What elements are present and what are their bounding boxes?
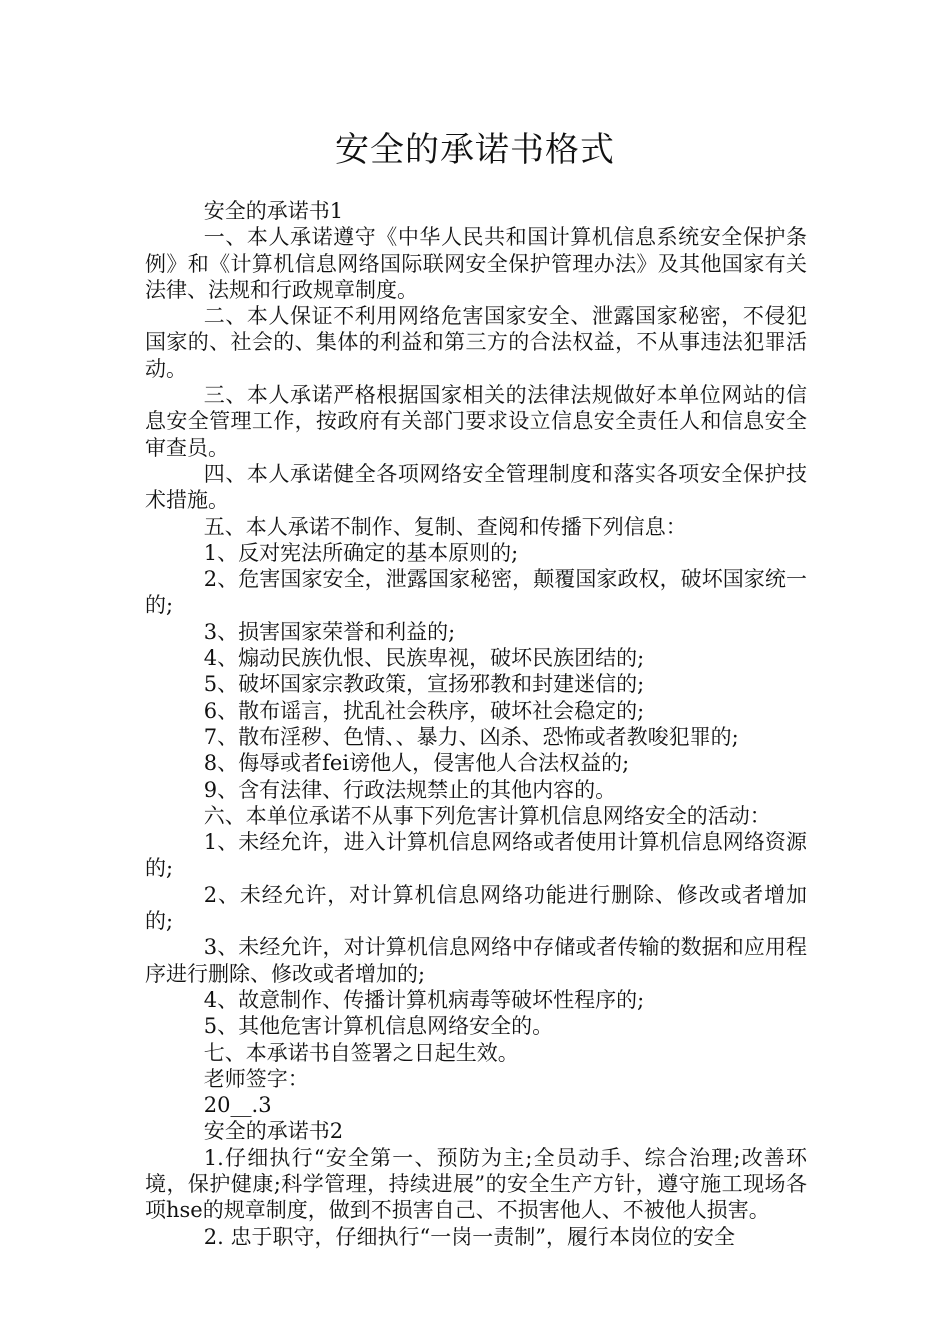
paragraph: 5、其他危害计算机信息网络安全的。 — [203, 1014, 554, 1039]
document-body — [145, 198, 807, 1250]
paragraph: 5、破坏国家宗教政策，宣扬邪教和封建迷信的; — [203, 672, 645, 697]
paragraph: 4、煽动民族仇恨、民族卑视，破坏民族团结的; — [203, 646, 645, 671]
paragraph: 7、散布淫秽、色情、、暴力、凶杀、恐怖或者教唆犯罪的; — [203, 724, 739, 749]
paragraph: 1、未经允许，进入计算机信息网络或者使用计算机信息网络资源的; — [145, 830, 807, 881]
paragraph: 1.仔细执行“安全第一、预防为主;全员动手、综合治理;改善环境，保护健康;科学管理，持续进展”的安全生产方针，遵守施工现场各项hse的规章制度，做到不损害自己、不损害他人、不被他人损害。 — [145, 1145, 807, 1223]
paragraph: 四、本人承诺健全各项网络安全管理制度和落实各项安全保护技术措施。 — [145, 461, 807, 513]
document-title: 安全的承诺书格式 — [335, 130, 615, 170]
paragraph: 安全的承诺书2 — [203, 1119, 344, 1144]
paragraph: 一、本人承诺遵守《中华人民共和国计算机信息系统安全保护条例》和《计算机信息网络国际联网安全保护管理办法》及其他国家有关法律、法规和行政规章制度。 — [145, 225, 807, 302]
paragraph: 3、未经允许，对计算机信息网络中存储或者传输的数据和应用程序进行删除、修改或者增加的; — [145, 935, 807, 986]
signature-label: 老师签字： — [203, 1066, 309, 1091]
paragraph: 六、本单位承诺不从事下列危害计算机信息网络安全的活动： — [203, 803, 771, 828]
paragraph: 4、故意制作、传播计算机病毒等破坏性程序的; — [203, 987, 645, 1012]
paragraph: 2、未经允许，对计算机信息网络功能进行删除、修改或者增加的; — [145, 882, 807, 934]
paragraph: 安全的承诺书1 — [203, 199, 344, 223]
paragraph: 9、含有法律、行政法规禁止的其他内容的。 — [203, 777, 617, 802]
date-line: 20__.3 — [203, 1093, 272, 1118]
paragraph: 2. 忠于职守，仔细执行“一岗一责制”，履行本岗位的安全 — [203, 1224, 735, 1249]
paragraph: 二、本人保证不利用网络危害国家安全、泄露国家秘密，不侵犯国家的、社会的、集体的利益和第三方的合法权益，不从事违法犯罪活动。 — [145, 304, 807, 381]
paragraph: 2、危害国家安全，泄露国家秘密，颠覆国家政权，破坏国家统一的; — [145, 567, 807, 618]
paragraph: 3、损害国家荣誉和利益的; — [203, 619, 456, 644]
paragraph: 6、散布谣言，扰乱社会秩序，破坏社会稳定的; — [203, 698, 645, 723]
paragraph: 1、反对宪法所确定的基本原则的; — [203, 540, 519, 565]
paragraph: 三、本人承诺严格根据国家相关的法律法规做好本单位网站的信息安全管理工作，按政府有关部门要求设立信息安全责任人和信息安全审查员。 — [145, 383, 807, 460]
paragraph: 8、侮辱或者fei谤他人，侵害他人合法权益的; — [203, 751, 630, 776]
paragraph: 七、本承诺书自签署之日起生效。 — [203, 1040, 519, 1065]
paragraph: 五、本人承诺不制作、复制、查阅和传播下列信息： — [203, 514, 687, 539]
